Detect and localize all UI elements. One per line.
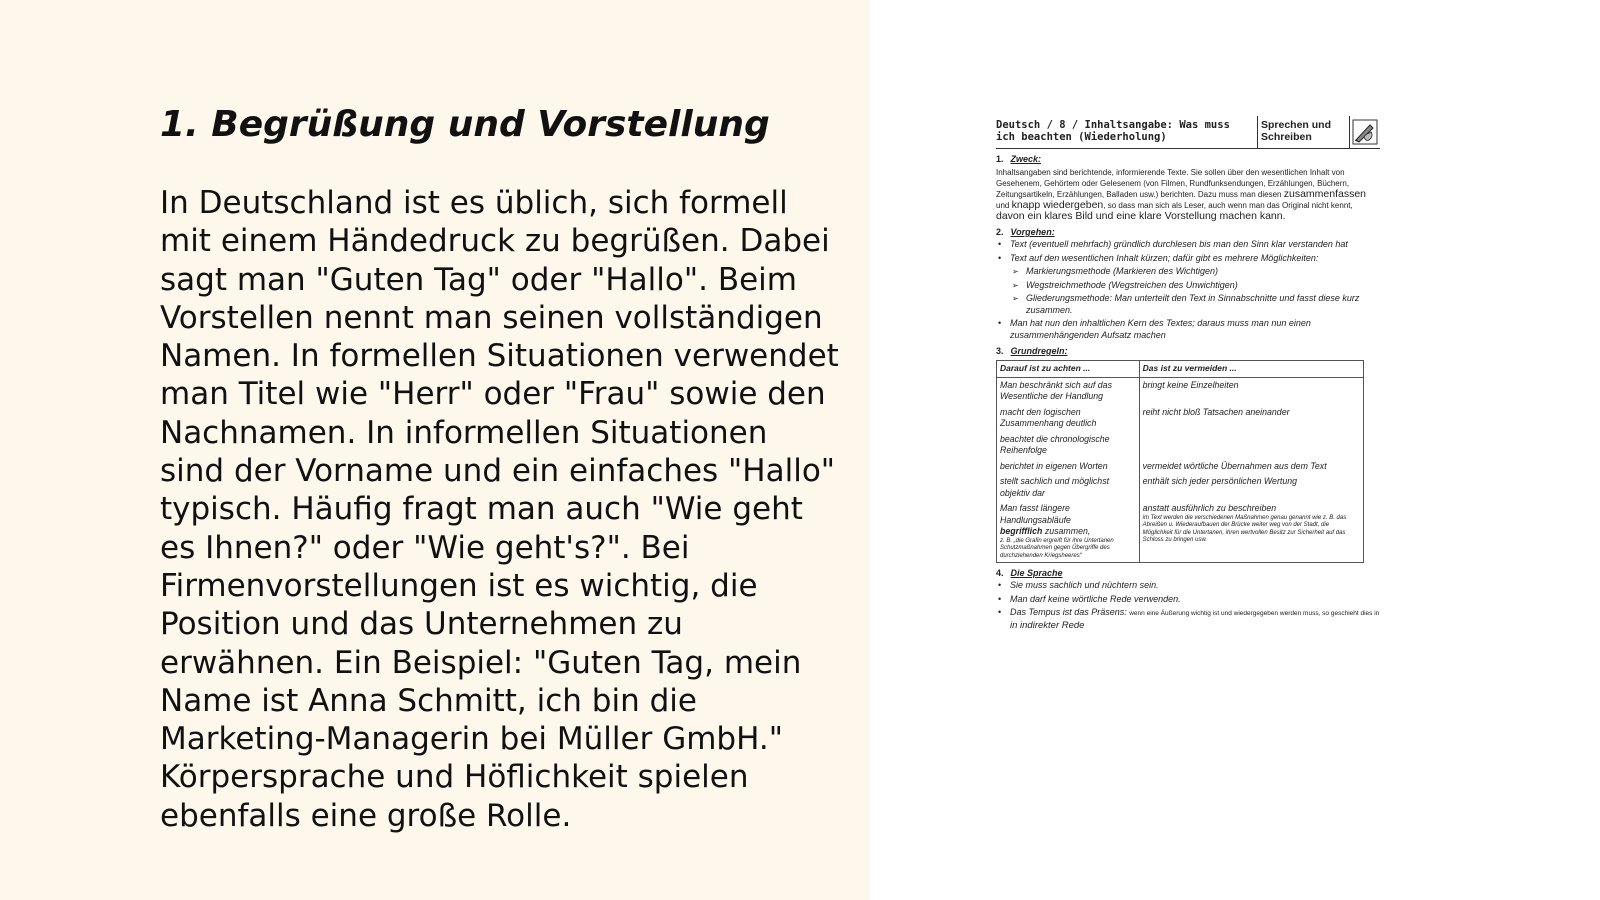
section-4-heading	[996, 568, 1380, 578]
list-item	[996, 607, 1380, 631]
section-1-heading	[996, 154, 1380, 164]
table-cell: bringt keine Einzelheiten	[1139, 377, 1363, 405]
rules-table	[996, 360, 1364, 563]
table-cell: berichtet in eigenen Worten	[997, 459, 1140, 475]
list-item: • Text auf den wesentlichen Inhalt kürzen; dafür gibt es mehrere Möglichkeiten:	[996, 253, 1380, 265]
section-4-item-note: wenn eine Äußerung wichtig ist und wiedergegeben werden muss, so geschieht dies in	[1129, 610, 1380, 617]
table-last-left-note: z. B. „die Grafin ergreift für ihre Untertanen Schutzmaßnahmen gegen Übergriffe des durchziehenden Kriegsheeres“	[1000, 537, 1114, 559]
table-cell: macht den logischen Zusammenhang deutlich	[997, 405, 1140, 432]
table-header-row	[997, 361, 1364, 378]
section-4-item-text: Das Tempus ist das Präsens:	[1010, 607, 1127, 617]
worksheet-image	[996, 116, 1380, 696]
section-3-heading	[996, 346, 1380, 356]
section-1-number: 1.	[996, 154, 1004, 164]
table-row	[997, 501, 1364, 563]
section-2-number: 2.	[996, 227, 1004, 237]
table-row	[997, 377, 1364, 405]
table-header-right: Das ist zu vermeiden ...	[1139, 361, 1363, 378]
list-item: ➢ Gliederungsmethode: Man unterteilt den Text in Sinnabschnitte und fasst diese kurz zusammen.	[996, 293, 1380, 316]
worksheet-header	[996, 116, 1380, 149]
table-cell	[1139, 501, 1363, 563]
table-cell: enthält sich jeder persönlichen Wertung	[1139, 474, 1363, 501]
slide-body-text: In Deutschland ist es üblich, sich formell mit einem Händedruck zu begrüßen. Dabei sagt man "Guten Tag" oder "Hallo". Beim Vorstellen nennt man seinen vollständigen Namen. In formellen Situationen verwendet man Titel wie "Herr" oder "Frau" sowie den Nachnamen. In informellen Situationen sind der Vorname und ein einfaches "Hallo" typisch. Häufig fragt man auch "Wie geht es Ihnen?" oder "Wie geht's?". Bei Firmenvorstellungen ist es wichtig, die Position und das Unternehmen zu erwähnen. Ein Beispiel: "Guten Tag, mein Name ist Anna Schmitt, ich bin die Marketing-Managerin bei Müller GmbH." Körpersprache und Höflichkeit spielen ebenfalls eine große Rolle.	[160, 185, 839, 834]
worksheet-header-subject	[1257, 116, 1349, 148]
table-cell: beachtet die chronologische Reihenfolge	[997, 432, 1140, 459]
section-1-text-a: Inhaltsangaben sind berichtende, informierende Texte. Sie sollen über den wesentlichen Inhalt von Gesehenem, Gehörtem oder Gelesenem (von Filmen, Rundfunksendungen, Erzählungen, Büchern, Zeitungsartikeln, Erzählungen, Balladen usw.) berichten. Dazu muss man diesen	[996, 168, 1350, 199]
section-4-title: Die Sprache	[1010, 568, 1063, 578]
section-2-title: Vorgehen:	[1010, 227, 1055, 237]
table-cell	[997, 501, 1140, 563]
section-2-heading	[996, 227, 1380, 237]
worksheet-header-title-line1: Deutsch / 8 / Inhaltsangabe: Was muss	[996, 119, 1230, 131]
list-item: • Sie muss sachlich und nüchtern sein.	[996, 580, 1380, 592]
section-4-item-emphasis: in indirekter Rede	[1010, 619, 1085, 631]
slide-title: 1. Begrüßung und Vorstellung	[160, 104, 770, 145]
section-1-text-d: knapp wiedergeben	[1011, 199, 1104, 211]
table-row	[997, 405, 1364, 432]
section-1-text-c: und	[996, 201, 1010, 210]
table-last-right-note: im Text werden die verschiedenen Maßnahmen genau genannt wie z. B. das Abreißen u. Wiederaufbauen der Brücke weiter weg von der Stadt, die Möglichkeit für die Untertanen, ihren wertvollen Besitz zur Sicherheit auf das Schloss zu bringen usw.	[1142, 514, 1347, 543]
table-last-right-text: anstatt ausführlich zu beschreiben	[1142, 503, 1277, 513]
section-4-number: 4.	[996, 568, 1004, 578]
section-1-text-f: davon ein klares Bild und eine klare Vorstellung machen kann.	[996, 210, 1286, 222]
worksheet-header-subject-line1: Sprechen und	[1261, 119, 1332, 131]
table-last-left-text-b: begrifflich	[1000, 526, 1043, 536]
list-item: • Man hat nun den inhaltlichen Kern des Textes; daraus muss man nun einen zusammenhängenden Aufsatz machen	[996, 318, 1380, 341]
section-3-number: 3.	[996, 346, 1004, 356]
worksheet-header-title-line2: ich beachten (Wiederholung)	[996, 131, 1167, 143]
section-1-title: Zweck:	[1010, 154, 1042, 164]
table-last-left-text-c: zusammen,	[1044, 526, 1091, 536]
table-header-left: Darauf ist zu achten ...	[997, 361, 1140, 378]
section-1-paragraph	[996, 167, 1380, 222]
table-last-left-text-a: Man fasst längere Handlungsabläufe	[1000, 503, 1071, 525]
table-cell	[1139, 432, 1363, 459]
section-3-title: Grundregeln:	[1010, 346, 1068, 356]
table-row	[997, 432, 1364, 459]
table-row	[997, 474, 1364, 501]
table-cell: reiht nicht bloß Tatsachen aneinander	[1139, 405, 1363, 432]
list-item: ➢ Wegstreichmethode (Wegstreichen des Unwichtigen)	[996, 280, 1380, 292]
table-cell: Man beschränkt sich auf das Wesentliche der Handlung	[997, 377, 1140, 405]
section-1-text-e: , so dass man sich als Leser, auch wenn man das Original nicht kennt,	[1103, 201, 1353, 210]
worksheet-header-subject-line2: Schreiben	[1261, 131, 1312, 143]
list-item: • Man darf keine wörtliche Rede verwenden.	[996, 594, 1380, 606]
list-item: ➢ Markierungsmethode (Markieren des Wichtigen)	[996, 266, 1380, 278]
section-1-text-b: zusammenfassen	[1283, 188, 1367, 200]
list-item: • Text (eventuell mehrfach) gründlich durchlesen bis man den Sinn klar verstanden hat	[996, 239, 1380, 251]
section-4-list	[996, 580, 1380, 631]
section-2-list	[996, 239, 1380, 341]
writing-hand-icon	[1349, 116, 1380, 148]
table-cell: stellt sachlich und möglichst objektiv dar	[997, 474, 1140, 501]
worksheet-header-title	[996, 116, 1257, 148]
table-row	[997, 459, 1364, 475]
table-cell: vermeidet wörtliche Übernahmen aus dem Text	[1139, 459, 1363, 475]
